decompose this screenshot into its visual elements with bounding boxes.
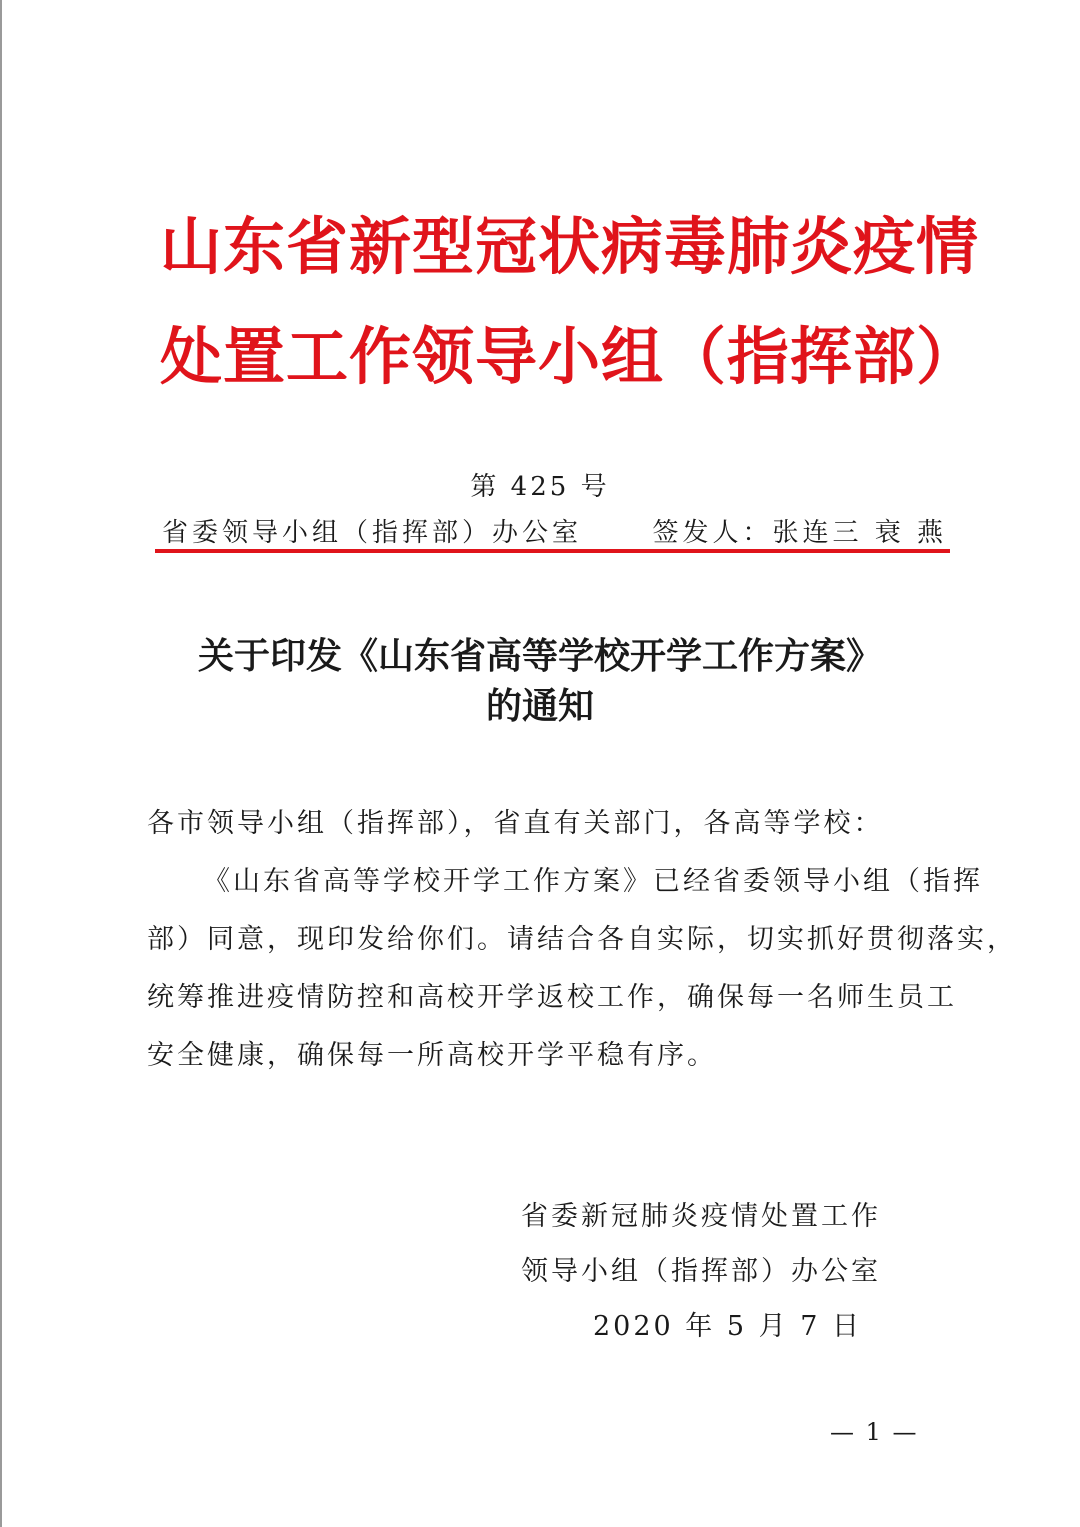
page-number: — 1 — [830,1418,919,1446]
notice-title-line-2: 的通知 [485,685,594,727]
notice-title-line-1: 关于印发《山东省高等学校开学工作方案》 [197,635,882,677]
header-title-line-2: 处置工作领导小组（指挥部） [160,320,980,393]
body-line: 《山东省高等学校开学工作方案》已经省委领导小组（指挥 [203,866,983,897]
signature-date: 2020 年 5 月 7 日 [593,1311,862,1342]
body-line: 部）同意，现印发给你们。请结合各自实际，切实抓好贯彻落实， [147,924,1017,955]
body-line: 安全健康，确保每一所高校开学平稳有序。 [147,1040,717,1071]
issuing-office: 省委领导小组（指挥部）办公室 [162,518,583,548]
document-number: 第 425 号 [470,472,610,502]
signature-office-line-1: 省委新冠肺炎疫情处置工作 [521,1201,881,1232]
header-title-line-1: 山东省新型冠状病毒肺炎疫情 [160,210,980,283]
signature-office-line-2: 领导小组（指挥部）办公室 [521,1256,881,1287]
body-line: 统筹推进疫情防控和高校开学返校工作，确保每一名师生员工 [147,982,957,1013]
issuer-row [162,512,947,552]
red-separator-line [155,549,950,553]
page-edge [0,0,2,1527]
signers: 签发人：张连三 衰 燕 [652,518,947,548]
salutation: 各市领导小组（指挥部），省直有关部门，各高等学校： [147,808,884,839]
